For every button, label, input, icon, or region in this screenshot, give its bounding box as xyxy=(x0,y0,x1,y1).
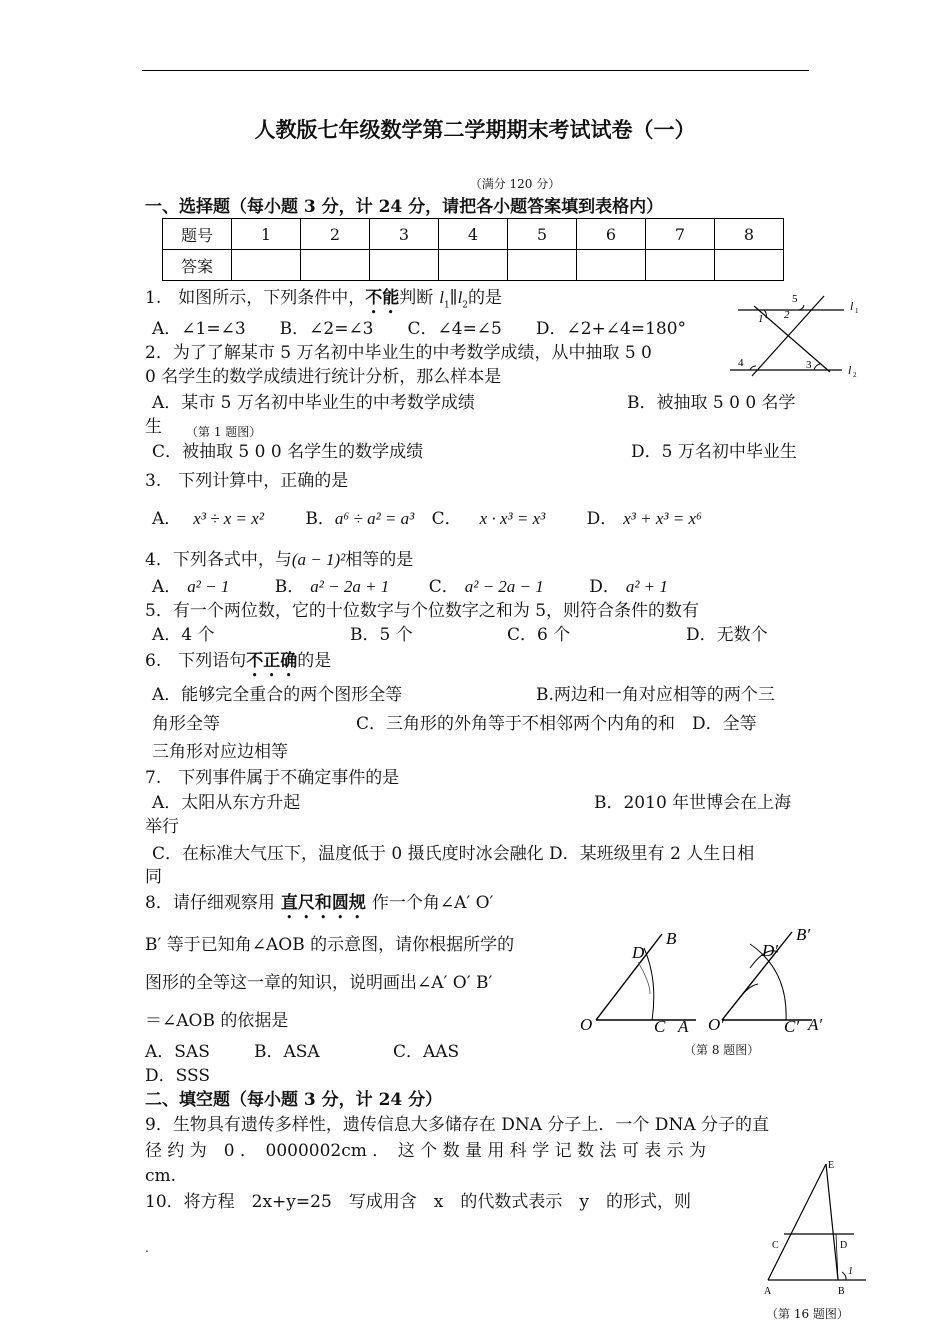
q7-stem: 7. 下列事件属于不确定事件的是 xyxy=(145,768,400,788)
q7-optB: B．2010 年世博会在上海 xyxy=(594,793,792,813)
answer-cell[interactable] xyxy=(646,250,715,281)
q6-line3: 三角形对应边相等 xyxy=(152,742,288,762)
q10-line1: 10．将方程 2x+y=25 写成用含 x 的代数式表示 y 的形式，则 xyxy=(145,1192,691,1212)
q1-options: A．∠1=∠3 B．∠2=∠3 C．∠4=∠5 D．∠2+∠4=180° xyxy=(152,319,687,339)
q6-line1a: A．能够完全重合的两个图形全等 xyxy=(152,685,403,705)
fig-label: 1 xyxy=(855,307,859,315)
q7-optB-cont: 举行 xyxy=(145,817,179,837)
q5-optC: C．6 个 xyxy=(507,625,571,645)
q6-line1b: B.两边和一角对应相等的两个三 xyxy=(536,685,775,705)
answer-cell[interactable] xyxy=(439,250,508,281)
q5-stem: 5．有一个两位数，它的十位数字与个位数字之和为 5，则符合条件的数有 xyxy=(145,601,700,621)
fig-label: D xyxy=(840,1240,848,1251)
fig-label: 3 xyxy=(806,359,812,371)
fig-label: C xyxy=(772,1240,779,1251)
fig-label: C′ xyxy=(784,1017,800,1036)
fig-label: A′ xyxy=(808,1015,823,1034)
q8-line3: 图形的全等这一章的知识，说明画出∠A′ O′ B′ xyxy=(145,973,493,993)
fig-label: 2 xyxy=(853,371,857,379)
q6-line2a: 角形全等 xyxy=(152,714,220,734)
q4-stem: 4．下列各式中，与(a − 1)²相等的是 xyxy=(145,550,414,570)
fig-label: 2 xyxy=(784,309,790,321)
q2-line2: 0 名学生的数学成绩进行统计分析，那么样本是 xyxy=(145,367,502,387)
q2-optA: A．某市 5 万名初中毕业生的中考数学成绩 xyxy=(152,393,475,413)
q2-optB: B．被抽取 5 0 0 名学 xyxy=(627,393,796,413)
q8-figure xyxy=(578,922,840,1042)
table-answer-label: 答案 xyxy=(163,250,232,281)
page-title: 人教版七年级数学第二学期期末考试试卷（一） xyxy=(254,117,696,142)
fig-label: D xyxy=(632,943,645,962)
fig-label: C xyxy=(654,1017,666,1036)
answer-cell[interactable] xyxy=(508,250,577,281)
fig-label: B xyxy=(838,1286,845,1297)
fig-label: B xyxy=(666,929,677,948)
fig-label: 4 xyxy=(738,357,744,369)
top-rule xyxy=(142,70,809,71)
table-row xyxy=(163,219,784,250)
q1-figure xyxy=(724,288,870,384)
table-row xyxy=(163,250,784,281)
q8-line2: B′ 等于已知角∠AOB 的示意图，请你根据所学的 xyxy=(145,935,515,955)
answer-cell[interactable] xyxy=(370,250,439,281)
emphasis-text: 直尺和圆规 xyxy=(280,893,366,913)
footer-dot: . xyxy=(145,1241,149,1255)
table-cell: 4 xyxy=(439,219,508,250)
q1-stem: 1. 如图所示，下列条件中，不能判断 $l_1\parallel l_2$的是 xyxy=(145,288,503,311)
fig-label: B′ xyxy=(796,925,811,944)
table-cell: 7 xyxy=(646,219,715,250)
q2-line1: 2．为了了解某市 5 万名初中毕业生的中考数学成绩，从中抽取 5 0 xyxy=(145,343,652,363)
q1-fig-caption: （第 1 题图） xyxy=(186,425,262,439)
table-cell: 8 xyxy=(715,219,784,250)
table-cell: 3 xyxy=(370,219,439,250)
q8-optB: B．ASA xyxy=(254,1042,320,1062)
q8-optD: D．SSS xyxy=(145,1066,210,1086)
q7-optCD: C．在标准大气压下，温度低于 0 摄氏度时冰会融化 D．某班级里有 2 人生日相 xyxy=(152,844,755,864)
emphasis-text: 不正确 xyxy=(246,651,298,671)
table-cell: 6 xyxy=(577,219,646,250)
table-cell: 5 xyxy=(508,219,577,250)
table-cell: 1 xyxy=(232,219,301,250)
q7-optA: A．太阳从东方升起 xyxy=(152,793,301,813)
fig-label: A xyxy=(678,1017,689,1036)
fig-label: E xyxy=(828,1160,835,1171)
q8-line1: 8．请仔细观察用 直尺和圆规 作一个角∠A′ O′ xyxy=(145,893,494,913)
q8-line4: ＝∠AOB 的依据是 xyxy=(145,1011,289,1031)
section1-heading: 一、选择题（每小题 3 分，计 24 分，请把各小题答案填到表格内） xyxy=(145,197,664,217)
q16-fig-caption: （第 16 题图） xyxy=(766,1307,849,1321)
q2-optD: D．5 万名初中毕业生 xyxy=(631,442,797,462)
q4-options: A． a² − 1 B． a² − 2a + 1 C． a² − 2a − 1 D． a² + 1 xyxy=(152,577,668,597)
q16-figure xyxy=(762,1156,872,1300)
answer-cell[interactable] xyxy=(232,250,301,281)
answer-cell[interactable] xyxy=(577,250,646,281)
answer-cell[interactable] xyxy=(301,250,370,281)
q5-optD: D．无数个 xyxy=(686,625,768,645)
table-cell: 2 xyxy=(301,219,370,250)
fig-label: O xyxy=(580,1015,593,1034)
section2-heading: 二、填空题（每小题 3 分，计 24 分） xyxy=(145,1090,443,1110)
emphasis-text: 不能 xyxy=(365,288,400,308)
fig-label: D′ xyxy=(762,941,778,960)
fig-label: O′ xyxy=(708,1015,724,1034)
q8-optA: A．SAS xyxy=(145,1042,210,1062)
q6-stem: 6. 下列语句不正确的是 xyxy=(145,651,332,671)
q5-optA: A．4 个 xyxy=(152,625,215,645)
q8-optC: C．AAS xyxy=(393,1042,460,1062)
q8-fig-caption: （第 8 题图） xyxy=(684,1043,760,1057)
q3-stem: 3. 下列计算中，正确的是 xyxy=(145,471,349,491)
answer-table xyxy=(162,218,784,281)
fig-label: A xyxy=(764,1286,772,1297)
q9-line1: 9．生物具有遗传多样性，遗传信息大多储存在 DNA 分子上．一个 DNA 分子的直 xyxy=(145,1115,769,1135)
q9-line3: cm. xyxy=(145,1166,177,1186)
q7-optCD-cont: 同 xyxy=(145,867,162,887)
q9-line2: 径 约 为 0 ． 0000002cm ． 这 个 数 量 用 科 学 记 数 法 可 表 示 为 xyxy=(145,1141,707,1161)
table-header-label: 题号 xyxy=(163,219,232,250)
q6-line2b: C．三角形的外角等于不相邻两个内角的和 D．全等 xyxy=(356,714,757,734)
q3-options: A． x³ ÷ x = x² B．a⁶ ÷ a² = a³ C． x · x³ = x³ D． x³ + x³ = x⁶ xyxy=(152,509,702,529)
fig-label: l xyxy=(850,299,854,313)
q2-optC: C．被抽取 5 0 0 名学生的数学成绩 xyxy=(152,442,424,462)
answer-cell[interactable] xyxy=(715,250,784,281)
fig-label: 5 xyxy=(792,293,798,305)
full-score: （满分 120 分） xyxy=(469,177,561,191)
q2-optB-cont: 生 xyxy=(145,417,162,437)
fig-label: 1 xyxy=(848,1266,853,1277)
fig-label: l xyxy=(848,363,852,377)
fig-label: 1 xyxy=(758,313,764,325)
q5-optB: B．5 个 xyxy=(350,625,413,645)
